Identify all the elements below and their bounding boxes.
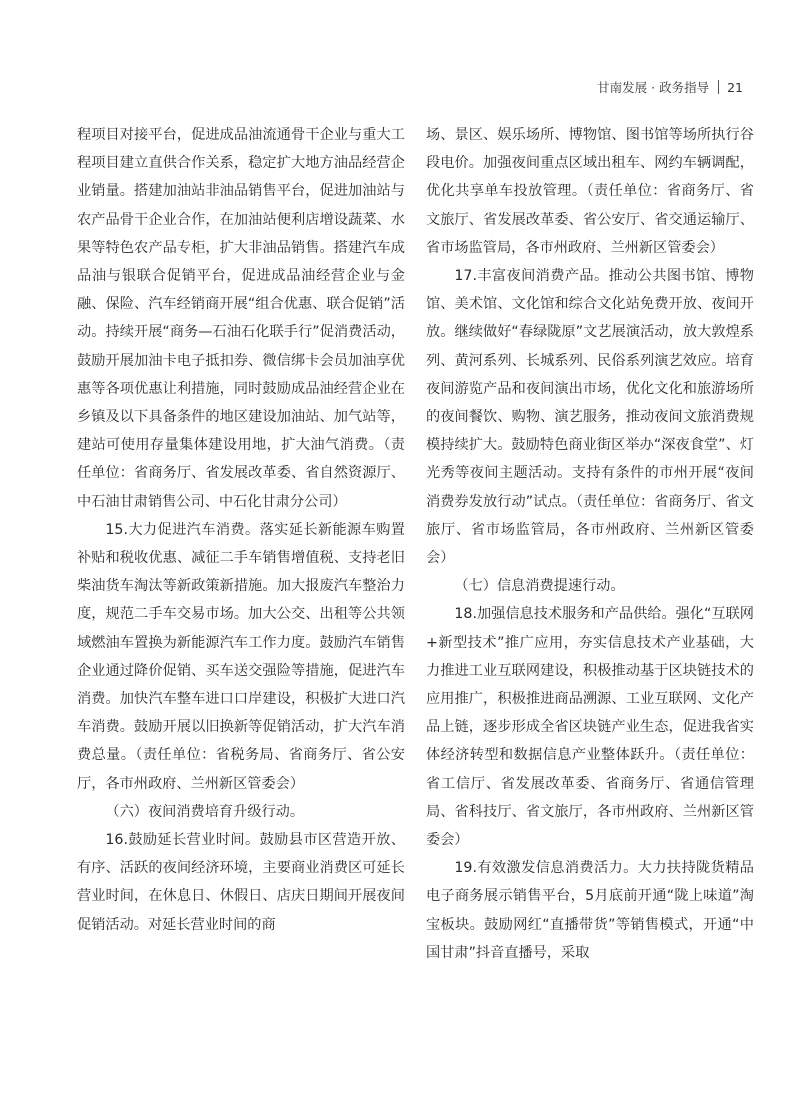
publication-title: 甘南发展 · 政务指导 [597,80,710,95]
paragraph: 15.大力促进汽车消费。落实延长新能源车购置补贴和税收优惠、减征二手车销售增值税、支持老旧柴油货车淘汰等新政策新措施。加大报废汽车整治力度，规范二手车交易市场。加大公交、出租等公共领域燃油车置换为新能源汽车工作力度。鼓励汽车销售企业通过降价促销、买车送交强险等措施，促进汽车消费。加快汽车整车进口口岸建设，积极扩大进口汽车消费。鼓励开展以旧换新等促销活动，扩大汽车消费总量。（责任单位：省税务局、省商务厅、省公安厅，各市州政府、兰州新区管委会） [77,521,405,792]
running-header [597,78,743,96]
paragraph: 程项目对接平台，促进成品油流通骨干企业与重大工程项目建立直供合作关系，稳定扩大地方油品经营企业销量。搭建加油站非油品销售平台，促进加油站与农产品骨干企业合作，在加油站便利店增设蔬菜、水果等特色农产品专柜，扩大非油品销售。搭建汽车成品油与银联合促销平台，促进成品油经营企业与金融、保险、汽车经销商开展“组合优惠、联合促销”活动。持续开展“商务—石油石化联手行”促消费活动，鼓励开展加油卡电子抵扣券、微信绑卡会员加油享优惠等各项优惠让利措施，同时鼓励成品油经营企业在乡镇及以下具备条件的地区建设加油站、加气站等，建站可使用存量集体建设用地，扩大油气消费。（责任单位：省商务厅、省发展改革委、省自然资源厅、中石油甘肃销售公司、中石化甘肃分公司） [77,127,405,510]
left-column [77,121,405,939]
right-column [426,121,754,967]
paragraph: 19.有效激发信息消费活力。大力扶持陇货精品电子商务展示销售平台，5月底前开通“陇上味道”淘宝板块。鼓励网红“直播带货”等销售模式，开通“中国甘肃”抖音直播号，采取 [426,860,754,961]
paragraph: 18.加强信息技术服务和产品供给。强化“互联网+新型技术”推广应用，夯实信息技术产业基础，大力推进工业互联网建设，积极推动基于区块链技术的应用推广，积极推进商品溯源、工业互联网、文化产品上链，逐步形成全省区块链产业生态，促进我省实体经济转型和数据信息产业整体跃升。（责任单位：省工信厅、省发展改革委、省商务厅、省通信管理局、省科技厅、省文旅厅，各市州政府、兰州新区管委会） [426,606,754,849]
section-heading: （六）夜间消费培育升级行动。 [105,803,305,820]
section-heading: （七）信息消费提速行动。 [454,578,625,595]
paragraph: 17.丰富夜间消费产品。推动公共图书馆、博物馆、美术馆、文化馆和综合文化站免费开放、夜间开放。继续做好“春绿陇原”文艺展演活动，放大敦煌系列、黄河系列、长城系列、民俗系列演艺效应。培育夜间游览产品和夜间演出市场，优化文化和旅游场所的夜间餐饮、购物、演艺服务，推动夜间文旅消费规模持续扩大。鼓励特色商业街区举办“深夜食堂”、灯光秀等夜间主题活动。支持有条件的市州开展“夜间消费券发放行动”试点。（责任单位：省商务厅、省文旅厅、省市场监管局，各市州政府、兰州新区管委会） [426,268,754,567]
paragraph: 16.鼓励延长营业时间。鼓励县市区营造开放、有序、活跃的夜间经济环境，主要商业消费区可延长营业时间，在休息日、休假日、店庆日期间开展夜间促销活动。对延长营业时间的商 [77,832,405,933]
header-divider [718,80,719,94]
paragraph: 场、景区、娱乐场所、博物馆、图书馆等场所执行谷段电价。加强夜间重点区域出租车、网约车辆调配，优化共享单车投放管理。（责任单位：省商务厅、省文旅厅、省发展改革委、省公安厅、省交通运输厅、省市场监管局，各市州政府、兰州新区管委会） [426,127,754,256]
page-number: 21 [727,79,743,95]
